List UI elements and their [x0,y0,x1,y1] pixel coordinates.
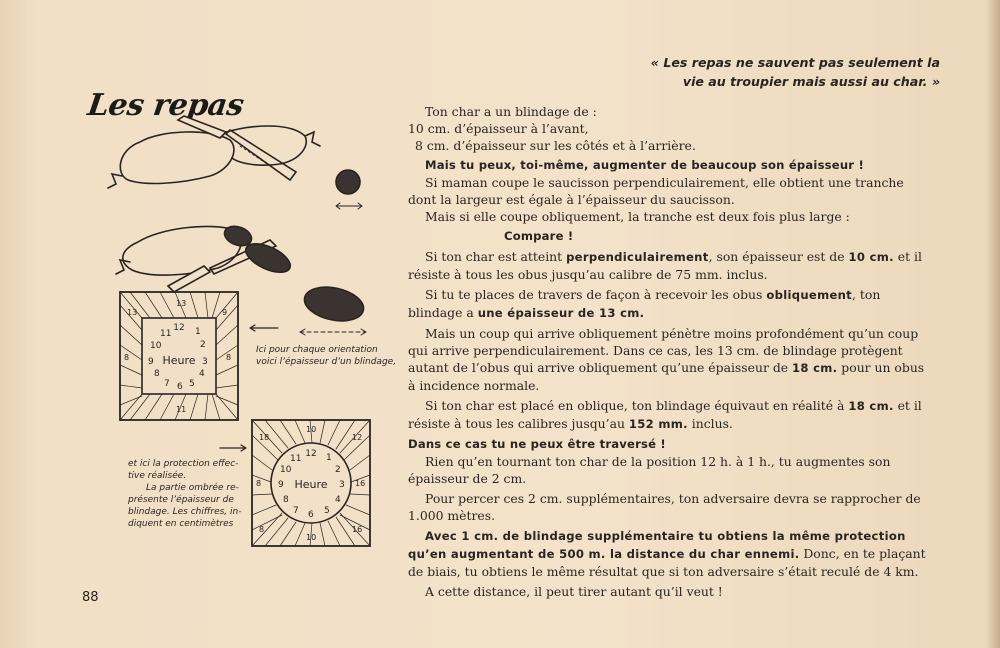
book-gutter [986,0,1000,648]
box-1-thickness-tr: 9 [222,308,228,317]
knife-1-blade [226,130,296,180]
epigraph-quote [560,53,940,91]
box-2-hour-10: 10 [280,465,292,475]
box-1-hour-9: 9 [148,357,154,367]
box-1-heure-label: Heure [162,354,196,367]
box-2-thickness-tl: 18 [259,433,270,442]
box-1-thickness-bottom: 11 [176,405,187,414]
box-1-hour-12: 12 [173,323,185,333]
caption-left-line-1: et ici la protection effec- [128,459,239,469]
box-2-hour-4: 4 [335,495,341,505]
paragraph-front-armor: 10 cm. d’épaisseur à l’avant, [408,121,589,136]
paragraph-oblique-cut: Mais si elle coupe obliquement, la tranche est deux fois plus large : [425,209,850,224]
box-2-hour-12: 12 [305,449,317,459]
box-2-hour-1: 1 [326,453,332,463]
body-text [408,103,935,600]
sausage-1-end [108,174,122,188]
paragraph-perpendicular-hit: Si ton char est atteint perpendiculairement, son épaisseur est de 10 cm. et il résiste à tous les obus jusqu’au calibre de 75 mm. inclus. [408,249,922,282]
box-2-thickness-br: 16 [352,525,363,534]
paragraph-conclusion: A cette distance, il peut tirer autant qu’il veut ! [425,584,723,599]
caption-left-line-3: La partie ombrée re- [146,483,239,493]
paragraph-compare: Compare ! [504,229,574,243]
box-1-hour-1: 1 [195,327,201,337]
caption-left-line-2: tive réalisée. [128,471,187,481]
caption-left [128,458,241,530]
quote-line-1: « Les repas ne sauvent pas seulement la [650,55,940,70]
box-1-thickness-top: 13 [176,299,187,308]
box-1-hour-2: 2 [200,340,206,350]
caption-left-line-4: présente l’épaisseur de [128,495,234,505]
box-2-hour-5: 5 [324,506,330,516]
paragraph-protection-equivalence: Avec 1 cm. de blindage supplémentaire tu obtiens la même protection qu’en augmentant de 500 m. la distance du char ennemi. Donc, en te plaçant de biais, tu obtiens le même résultat que si ton adversaire s’était reculé de 4 km. [408,529,926,579]
paragraph-armor-intro: Ton char a un blindage de : [425,104,597,119]
box-2-hour-6: 6 [308,510,314,520]
paragraph-not-pierced: Dans ce cas tu ne peux être traversé ! [408,437,666,451]
box-1-hour-10: 10 [150,341,162,351]
paragraph-side-armor: 8 cm. d’épaisseur sur les côtés et à l’arrière. [415,138,696,153]
box-2-thickness-bl: 8 [259,525,265,534]
paragraph-increase-thickness: Mais tu peux, toi-même, augmenter de beaucoup son épaisseur ! [425,158,864,172]
box-1-thickness-tl: 13 [127,308,138,317]
box-1-hour-4: 4 [199,369,205,379]
knife-1-handle [178,116,226,138]
caption-right-line-1: Ici pour chaque orientation [256,345,378,355]
paragraph-oblique-position: Si tu te places de travers de façon à recevoir les obus obliquement, ton blindage a une épaisseur de 13 cm. [408,287,881,320]
sausage-1 [120,132,234,184]
box-1-hour-7: 7 [164,379,170,389]
box-1-hour-8: 8 [154,369,160,379]
caption-right-line-2: voici l’épaisseur d’un blindage, [256,357,397,367]
box-2-thickness-top: 10 [306,425,317,434]
paragraph-turn-tank: Rien qu’en tournant ton char de la position 12 h. à 1 h., tu augmentes son épaisseur de 2 cm. [408,454,891,486]
page-title: Les repas [85,88,246,123]
box-1-hour-6: 6 [177,382,183,392]
box-2-thickness-right: 16 [355,479,366,488]
box-1-thickness-right: 8 [226,353,232,362]
paragraph-perpendicular-cut: Si maman coupe le saucisson perpendiculairement, elle obtient une tranche dont la largeur est égale à l’épaisseur du saucisson. [408,175,904,207]
box-2-thickness-bottom: 10 [306,533,317,542]
box-2-heure-label: Heure [294,478,328,491]
sausage-1b-end [305,132,320,146]
box-1-thickness-left: 8 [124,353,130,362]
box-2-thickness-tr: 12 [352,433,363,442]
box-2-thickness-left: 8 [256,479,262,488]
paragraph-oblique-penetration: Mais un coup qui arrive obliquement pénètre moins profondément qu’un coup qui arrive perpendiculairement. Dans ce cas, les 13 cm. de blindage protègent autant de l’obus qui arrive obliquement qu’une épaisseur de 18 cm. pour un obus à incidence normale. [408,326,925,393]
caption-right [256,344,396,368]
box-2-arrow [220,445,246,451]
box-2-hour-7: 7 [293,506,299,516]
quote-line-2: vie au troupier mais aussi au char. » [682,74,940,89]
box-2-hour-9: 9 [278,480,284,490]
box-2-hour-8: 8 [283,495,289,505]
box-1-arrow [250,325,278,331]
slice-perpendicular [336,170,360,194]
slice-oblique-3 [301,282,366,326]
box-2-hour-3: 3 [339,480,345,490]
sausage-2 [123,226,241,275]
slice-1-arrow [336,203,362,209]
box-1-hour-11: 11 [160,329,172,339]
paragraph-oblique-equivalent: Si ton char est placé en oblique, ton blindage équivaut en réalité à 18 cm. et il résiste à tous les calibres jusqu’au 152 mm. inclus. [408,398,922,431]
knife-2-handle [168,266,210,292]
box-2-hour-2: 2 [335,465,341,475]
box-1-hour-5: 5 [189,379,195,389]
caption-left-line-6: diquent en centimètres [128,519,234,529]
page-number: 88 [82,590,99,605]
caption-left-line-5: blindage. Les chiffres, in- [128,507,242,517]
box-1-hour-3: 3 [202,357,208,367]
box-2-hour-11: 11 [290,454,302,464]
paragraph-extra-distance: Pour percer ces 2 cm. supplémentaires, ton adversaire devra se rapprocher de 1.000 mètres. [408,491,921,523]
